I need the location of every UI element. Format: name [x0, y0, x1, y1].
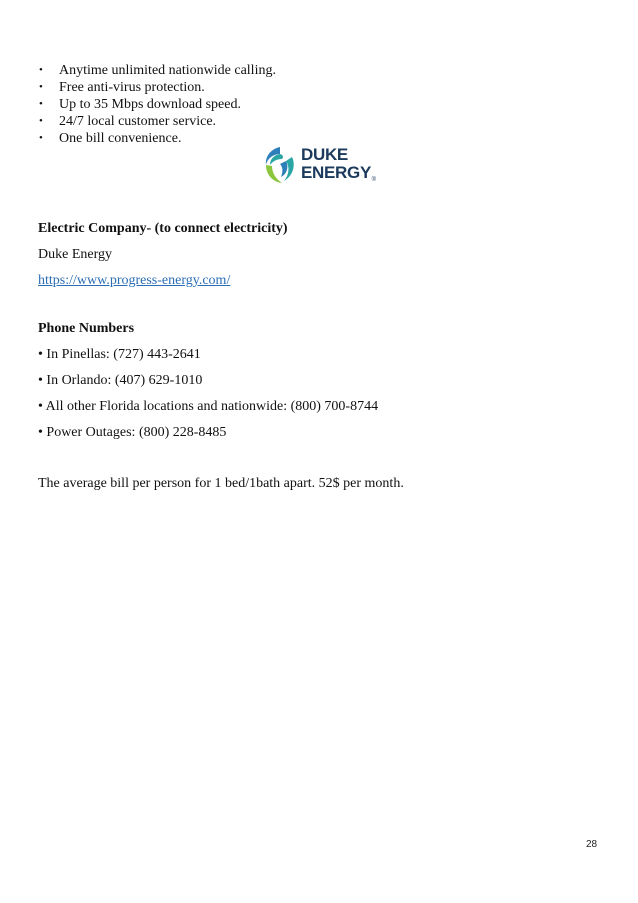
list-item: • Up to 35 Mbps download speed. — [39, 97, 241, 112]
phone-item-pinellas: • In Pinellas: (727) 443-2641 — [38, 347, 201, 362]
electric-company-link[interactable]: https://www.progress-energy.com/ — [38, 273, 231, 288]
list-item: • Free anti-virus protection. — [39, 80, 205, 95]
phone-numbers-heading: Phone Numbers — [38, 321, 135, 336]
bullet-icon: • — [39, 81, 43, 93]
features-list — [38, 62, 276, 147]
average-bill-text: The average bill per person for 1 bed/1bath apart. 52$ per month. — [38, 476, 404, 491]
duke-energy-logo — [262, 145, 378, 187]
phone-item-power-outages: • Power Outages: (800) 228-8485 — [38, 425, 227, 440]
bullet-icon: • — [39, 132, 43, 144]
duke-energy-wordmark: DUKE ENERGY — [301, 145, 371, 182]
duke-energy-swirl-icon — [262, 145, 298, 185]
bullet-icon: • — [39, 64, 43, 76]
electric-company-name: Duke Energy — [38, 247, 112, 262]
list-item: • Anytime unlimited nationwide calling. — [39, 63, 276, 78]
page-number: 28 — [586, 839, 598, 850]
list-item: • 24/7 local customer service. — [39, 114, 217, 129]
registered-mark: ® — [371, 177, 376, 183]
phone-item-nationwide: • All other Florida locations and nationwide: (800) 700-8744 — [38, 399, 379, 414]
phone-item-orlando: • In Orlando: (407) 629-1010 — [38, 373, 203, 388]
bullet-icon: • — [39, 115, 43, 127]
electric-company-heading: Electric Company- (to connect electricity) — [38, 221, 288, 236]
list-item: • One bill convenience. — [39, 131, 182, 146]
bullet-icon: • — [39, 98, 43, 110]
